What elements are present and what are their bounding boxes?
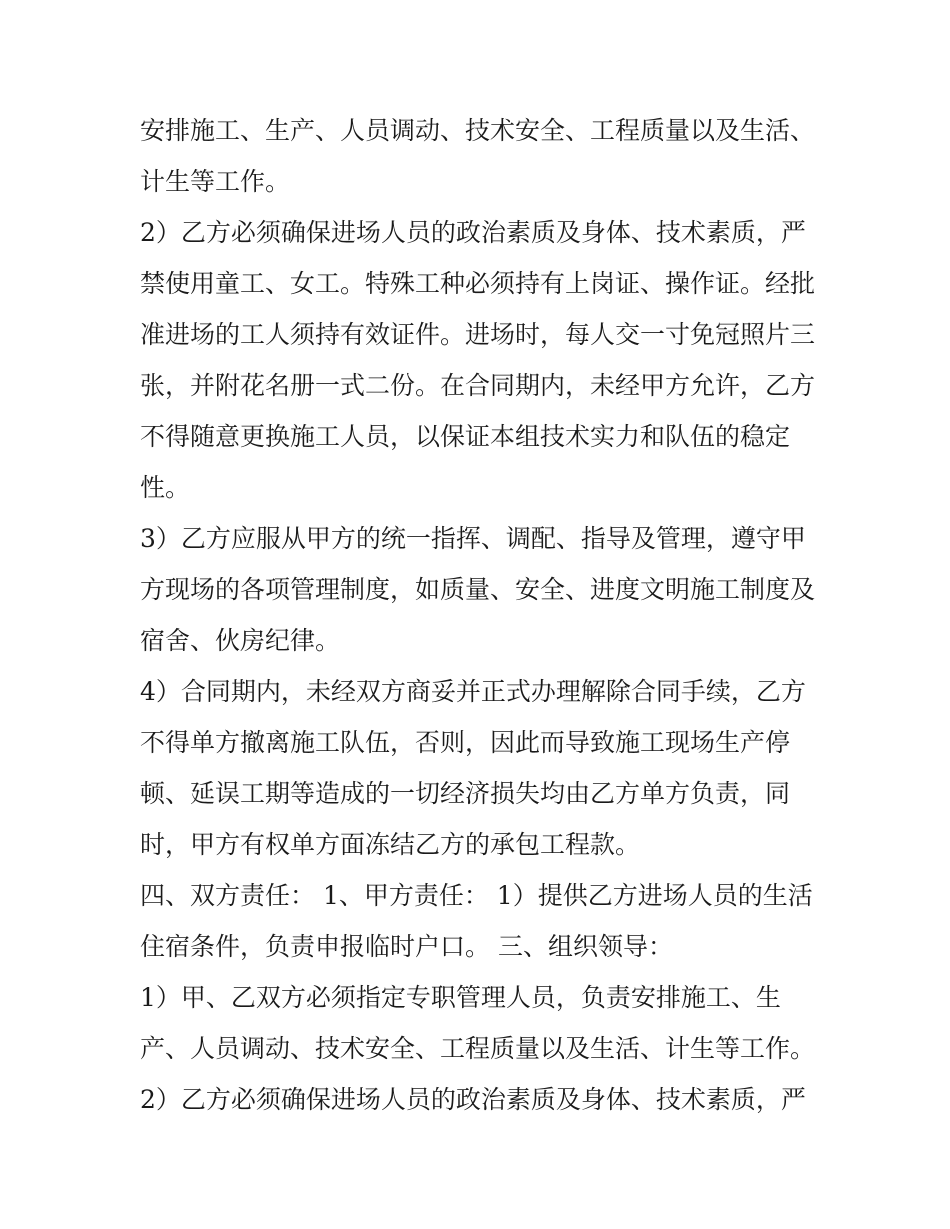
text-line: 时，甲方有权单方面冻结乙方的承包工程款。 bbox=[140, 830, 641, 859]
text-line: 产、人员调动、技术安全、工程质量以及生活、计生等工作。 bbox=[140, 1034, 816, 1063]
text-line: 安排施工、生产、人员调动、技术安全、工程质量以及生活、 bbox=[140, 116, 816, 145]
text-line: 不得随意更换施工人员，以保证本组技术实力和队伍的稳定 bbox=[140, 422, 791, 451]
text-line: 3）乙方应服从甲方的统一指挥、调配、指导及管理，遵守甲 bbox=[140, 524, 806, 553]
text-line: 四、双方责任： 1、甲方责任： 1）提供乙方进场人员的生活 bbox=[140, 881, 813, 910]
text-line: 方现场的各项管理制度，如质量、安全、进度文明施工制度及 bbox=[140, 575, 816, 604]
text-line: 计生等工作。 bbox=[140, 167, 291, 196]
text-line: 2）乙方必须确保进场人员的政治素质及身体、技术素质，严 bbox=[140, 218, 806, 247]
document-page bbox=[140, 105, 840, 1125]
text-line: 住宿条件，负责申报临时户口。 三、组织领导： bbox=[140, 932, 673, 961]
text-line: 4）合同期内，未经双方商妥并正式办理解除合同手续，乙方 bbox=[140, 677, 806, 706]
text-line: 性。 bbox=[140, 473, 191, 502]
text-line: 顿、延误工期等造成的一切经济损失均由乙方单方负责，同 bbox=[140, 779, 791, 808]
text-line: 准进场的工人须持有效证件。进场时，每人交一寸免冠照片三 bbox=[140, 320, 816, 349]
text-line: 张，并附花名册一式二份。在合同期内，未经甲方允许，乙方 bbox=[140, 371, 816, 400]
text-line: 不得单方撤离施工队伍，否则，因此而导致施工现场生产停 bbox=[140, 728, 791, 757]
text-line: 禁使用童工、女工。特殊工种必须持有上岗证、操作证。经批 bbox=[140, 269, 816, 298]
text-line: 宿舍、伙房纪律。 bbox=[140, 626, 341, 655]
text-line: 1）甲、乙双方必须指定专职管理人员，负责安排施工、生 bbox=[140, 983, 781, 1012]
text-line: 2）乙方必须确保进场人员的政治素质及身体、技术素质，严 bbox=[140, 1085, 806, 1114]
